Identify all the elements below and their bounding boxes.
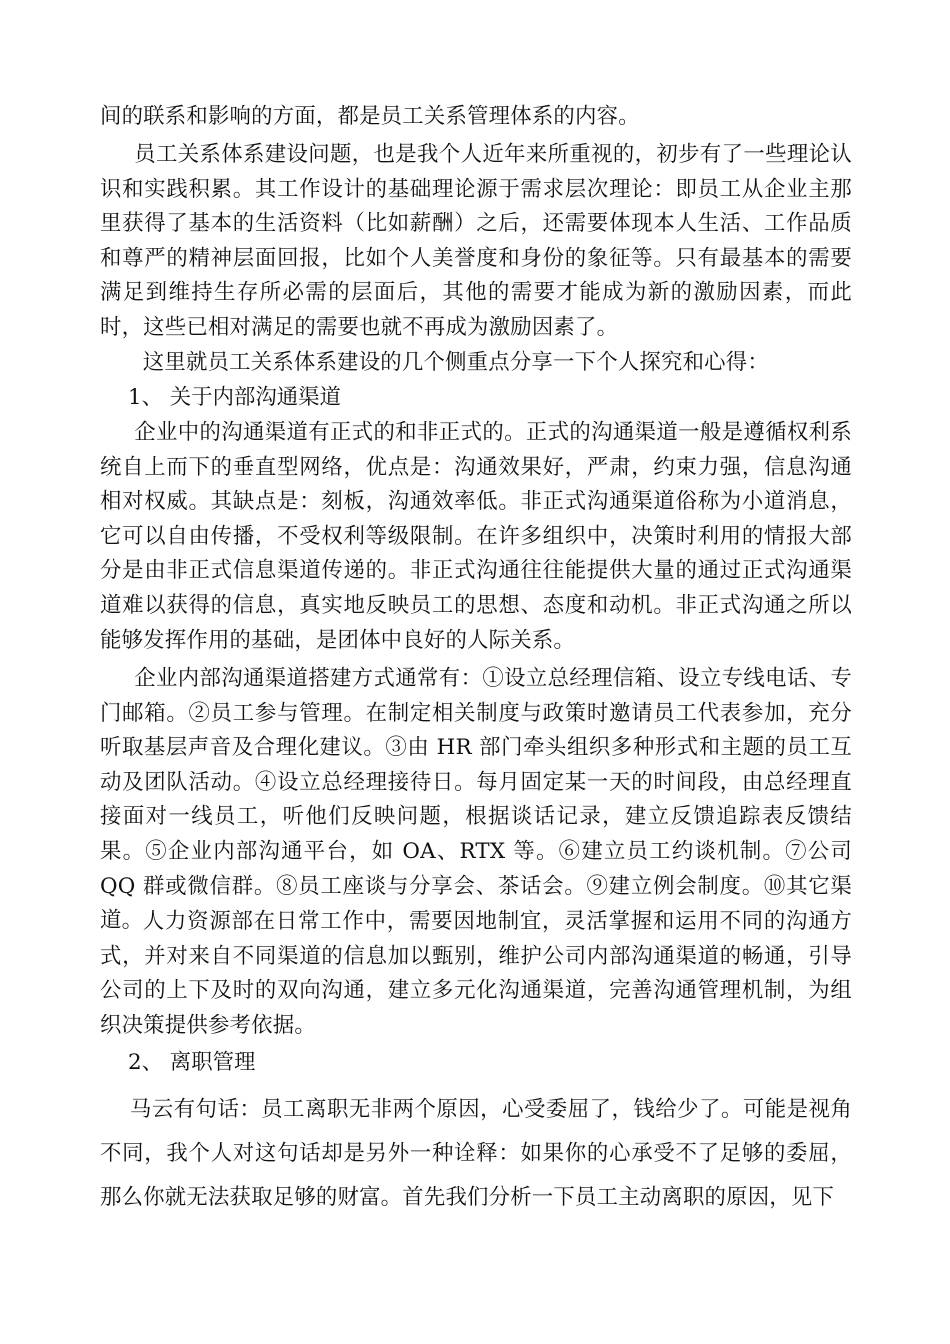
section-heading-internal-communication: 1、 关于内部沟通渠道 <box>128 385 341 410</box>
paragraph-continuation: 间的联系和影响的方面，都是员工关系管理体系的内容。 <box>100 104 640 129</box>
paragraph-communication-channels: 企业中的沟通渠道有正式的和非正式的。正式的沟通渠道一般是遵循权利系统自上而下的垂直型网络，优点是：沟通效果好，严肃，约束力强，信息沟通相对权威。其缺点是：刻板，沟通效率低。非正式沟通渠道俗称为小道消息，它可以自由传播，不受权利等级限制。在许多组织中，决策时利用的情报大部分是由非正式信息渠道传递的。非正式沟通往往能提供大量的通过正式沟通渠道难以获得的信息，真实地反映员工的思想、态度和动机。非正式沟通之所以能够发挥作用的基础，是团体中良好的人际关系。 <box>100 420 852 653</box>
section-heading-resignation-management: 2、 离职管理 <box>128 1050 256 1075</box>
paragraph-employee-relations-system: 员工关系体系建设问题，也是我个人近年来所重视的，初步有了一些理论认识和实践积累。其工作设计的基础理论源于需求层次理论：即员工从企业主那里获得了基本的生活资料（比如薪酬）之后，还需要体现本人生活、工作品质和尊严的精神层面回报，比如个人美誉度和身份的象征等。只有最基本的需要满足到维持生存所必需的层面后，其他的需要才能成为新的激励因素，而此时，这些已相对满足的需要也就不再成为激励因素了。 <box>100 142 852 340</box>
paragraph-hr-department: 人力资源部在日常工作中，需要因地制宜，灵活掌握和运用不同的沟通方式，并对来自不同渠道的信息加以甄别，维护公司内部沟通渠道的畅通，引导公司的上下及时的双向沟通，建立多元化沟通渠道，完善沟通管理机制，为组织决策提供参考依据。 <box>100 909 852 1038</box>
paragraph-channel-methods: 企业内部沟通渠道搭建方式通常有：①设立总经理信箱、设立专线电话、专门邮箱。②员工参与管理。在制定相关制度与政策时邀请员工代表参加，充分听取基层声音及合理化建议。③由 HR 部门牵头组织多种形式和主题的员工互动及团队活动。④设立总经理接待日。每月固定某一天的时间段，由总经理直接面对一线员工，听他们反映问题，根据谈话记录，建立反馈追踪表反馈结果。⑤企业内部沟通平台，如 OA、RTX 等。⑥建立员工约谈机制。⑦公司 QQ 群或微信群。⑧员工座谈与分享会、茶话会。⑨建立例会制度。⑩其它渠道。 <box>100 666 852 934</box>
paragraph-sharing-intro: 这里就员工关系体系建设的几个侧重点分享一下个人探究和心得： <box>142 350 769 375</box>
paragraph-jack-ma-quote: 马云有句话：员工离职无非两个原因，心受委屈了，钱给少了。可能是视角不同，我个人对这句话却是另外一种诠释：如果你的心承受不了足够的委屈，那么你就无法获取足够的财富。首先我们分析一下员工主动离职的原因，见下 <box>100 1097 852 1210</box>
